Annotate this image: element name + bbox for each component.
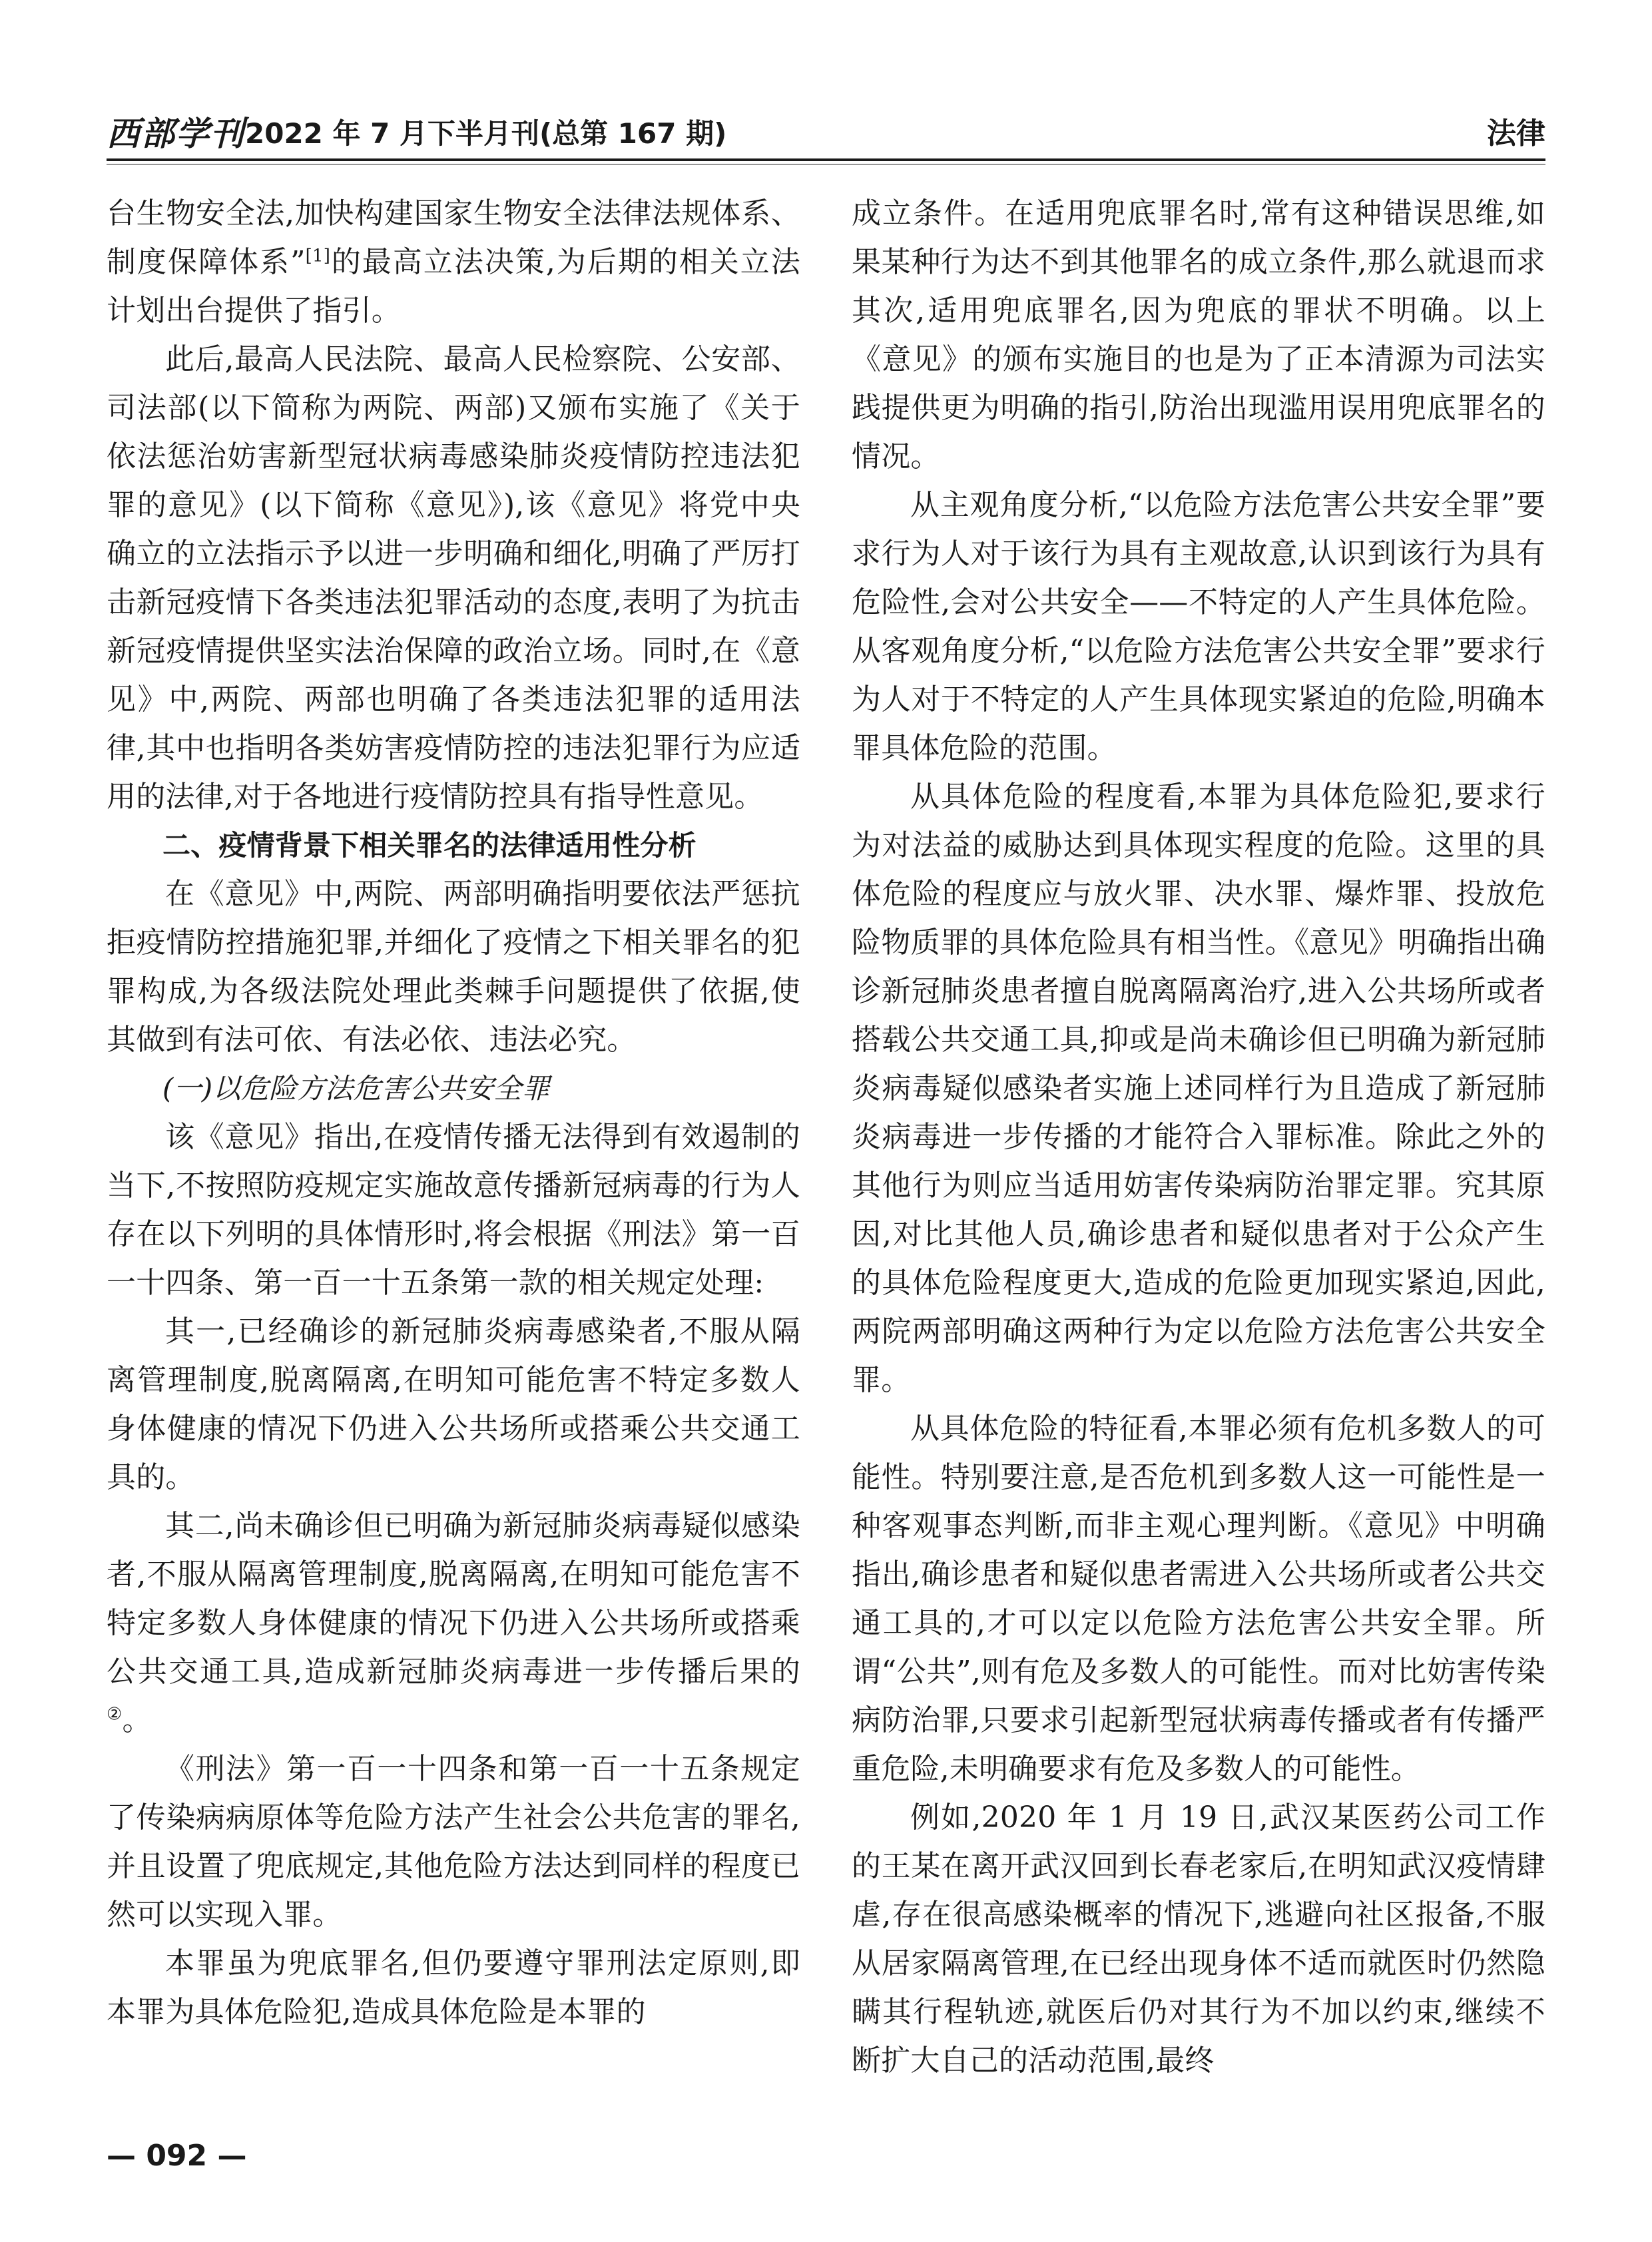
paragraph-text: 此后,最高人民法院、最高人民检察院、公安部、司法部(以下简称为两院、两部)又颁布实施了《关于依法惩治妨害新型冠状病毒感染肺炎疫情防控违法犯罪的意见》(以下简称《意见》),该《意见》将党中央确立的立法指示予以进一步明确和细化,明确了严厉打击新冠疫情下各类违法犯罪活动的态度,表明了为抗击新冠疫情提供坚实法治保障的政治立场。同时,在《意见》中,两院、两部也明确了各类违法犯罪的适用法律,其中也指明各类妨害疫情防控的违法犯罪行为应适用的法律,对于各地进行疫情防控具有指导性意见。	[107, 342, 800, 814]
body-paragraph	[107, 870, 800, 1064]
body-paragraph	[852, 1793, 1545, 2085]
body-paragraph	[852, 772, 1545, 1404]
body-paragraph	[852, 481, 1545, 772]
paragraph-text: 其一,已经确诊的新冠肺炎病毒感染者,不服从隔离管理制度,脱离隔离,在明知可能危害不特定多数人身体健康的情况下仍进入公共场所或搭乘公共交通工具的。	[107, 1314, 800, 1494]
body-paragraph	[107, 189, 800, 335]
subsection-heading	[107, 1064, 800, 1113]
body-paragraph	[107, 335, 800, 821]
footnote-marker: ②	[107, 1704, 123, 1725]
paragraph-text: 二、疫情背景下相关罪名的法律适用性分析	[162, 829, 696, 862]
journal-logo: 西部学刊	[107, 114, 245, 153]
paragraph-text: 从具体危险的特征看,本罪必须有危机多数人的可能性。特别要注意,是否危机到多数人这一可能性是一种客观事态判断,而非主观心理判断。《意见》中明确指出,确诊患者和疑似患者需进入公共场所或者公共交通工具的,才可以定以危险方法危害公共安全罪。所谓“公共”,则有危及多数人的可能性。而对比妨害传染病防治罪,只要求引起新型冠状病毒传播或者有传播严重危险,未明确要求有危及多数人的可能性。	[852, 1412, 1545, 1786]
paragraph-text: 从具体危险的程度看,本罪为具体危险犯,要求行为对法益的威胁达到具体现实程度的危险。这里的具体危险的程度应与放火罪、决水罪、爆炸罪、投放危险物质罪的具体危险具有相当性。《意见》明确指出确诊新冠肺炎患者擅自脱离隔离治疗,进入公共场所或者搭载公共交通工具,抑或是尚未确诊但已明确为新冠肺炎病毒疑似感染者实施上述同样行为且造成了新冠肺炎病毒进一步传播的才能符合入罪标准。除此之外的其他行为则应当适用妨害传染病防治罪定罪。究其原因,对比其他人员,确诊患者和疑似患者对于公众产生的具体危险程度更大,造成的危险更加现实紧迫,因此,两院两部明确这两种行为定以危险方法危害公共安全罪。	[852, 780, 1545, 1397]
page-number: — 092 —	[107, 2139, 247, 2173]
paragraph-text: 本罪虽为兜底罪名,但仍要遵守罪刑法定原则,即本罪为具体危险犯,造成具体危险是本罪的	[107, 1946, 800, 2029]
paragraph-text: 例如,2020 年 1 月 19 日,武汉某医药公司工作的王某在离开武汉回到长春老家后,在明知武汉疫情肆虐,存在很高感染概率的情况下,逃避向社区报备,不服从居家隔离管理,在已经出现身体不适而就医时仍然隐瞒其行程轨迹,就医后仍对其行为不加以约束,继续不断扩大自己的活动范围,最终	[852, 1801, 1545, 2078]
body-paragraph	[852, 1404, 1545, 1793]
journal-issue-info: 2022 年 7 月下半月刊(总第 167 期)	[245, 117, 727, 150]
body-paragraph	[852, 189, 1545, 481]
paragraph-text: 成立条件。在适用兜底罪名时,常有这种错误思维,如果某种行为达不到其他罪名的成立条件,那么就退而求其次,适用兜底罪名,因为兜底的罪状不明确。以上《意见》的颁布实施目的也是为了正本清源为司法实践提供更为明确的指引,防治出现滥用误用兜底罪名的情况。	[852, 196, 1545, 473]
paragraph-text-continued: 的最高立法决策,为后期的相关立法计划出台提供了指引。	[107, 245, 800, 328]
paragraph-text: 从主观角度分析,“以危险方法危害公共安全罪”要求行为人对于该行为具有主观故意,认识到该行为具有危险性,会对公共安全——不特定的人产生具体危险。从客观角度分析,“以危险方法危害公共安全罪”要求行为人对于不特定的人产生具体现实紧迫的危险,明确本罪具体危险的范围。	[852, 488, 1545, 765]
body-paragraph	[107, 1502, 800, 1745]
paragraph-text: (一)以危险方法危害公共安全罪	[162, 1072, 550, 1105]
section-label: 法律	[1487, 117, 1545, 150]
body-paragraph	[107, 1939, 800, 2036]
paragraph-text: 在《意见》中,两院、两部明确指明要依法严惩抗拒疫情防控措施犯罪,并细化了疫情之下相关罪名的犯罪构成,为各级法院处理此类棘手问题提供了依据,使其做到有法可依、有法必依、违法必究。	[107, 877, 800, 1057]
body-paragraph	[107, 1745, 800, 1939]
paragraph-text: 该《意见》指出,在疫情传播无法得到有效遏制的当下,不按照防疫规定实施故意传播新冠病毒的行为人存在以下列明的具体情形时,将会根据《刑法》第一百一十四条、第一百一十五条第一款的相关规定处理:	[107, 1120, 800, 1300]
section-heading	[107, 821, 800, 870]
left-column	[107, 189, 800, 2113]
footnote-marker: [1]	[305, 246, 331, 266]
page-header	[107, 113, 1545, 154]
paragraph-text: 其二,尚未确诊但已明确为新冠肺炎病毒疑似感染者,不服从隔离管理制度,脱离隔离,在明知可能危害不特定多数人身体健康的情况下仍进入公共场所或搭乘公共交通工具,造成新冠肺炎病毒进一步传播后果的	[107, 1509, 800, 1689]
body-paragraph	[107, 1113, 800, 1307]
paragraph-text: 《刑法》第一百一十四条和第一百一十五条规定了传染病病原体等危险方法产生社会公共危害的罪名,并且设置了兜底规定,其他危险方法达到同样的程度已然可以实现入罪。	[107, 1752, 800, 1932]
paragraph-text: 台生物安全法,加快构建国家生物安全法律法规体系、制度保障体系”	[107, 196, 800, 279]
paragraph-text-continued: 。	[122, 1703, 152, 1737]
right-column	[852, 189, 1545, 2113]
body-paragraph	[107, 1307, 800, 1502]
header-rule-thick	[107, 158, 1545, 161]
